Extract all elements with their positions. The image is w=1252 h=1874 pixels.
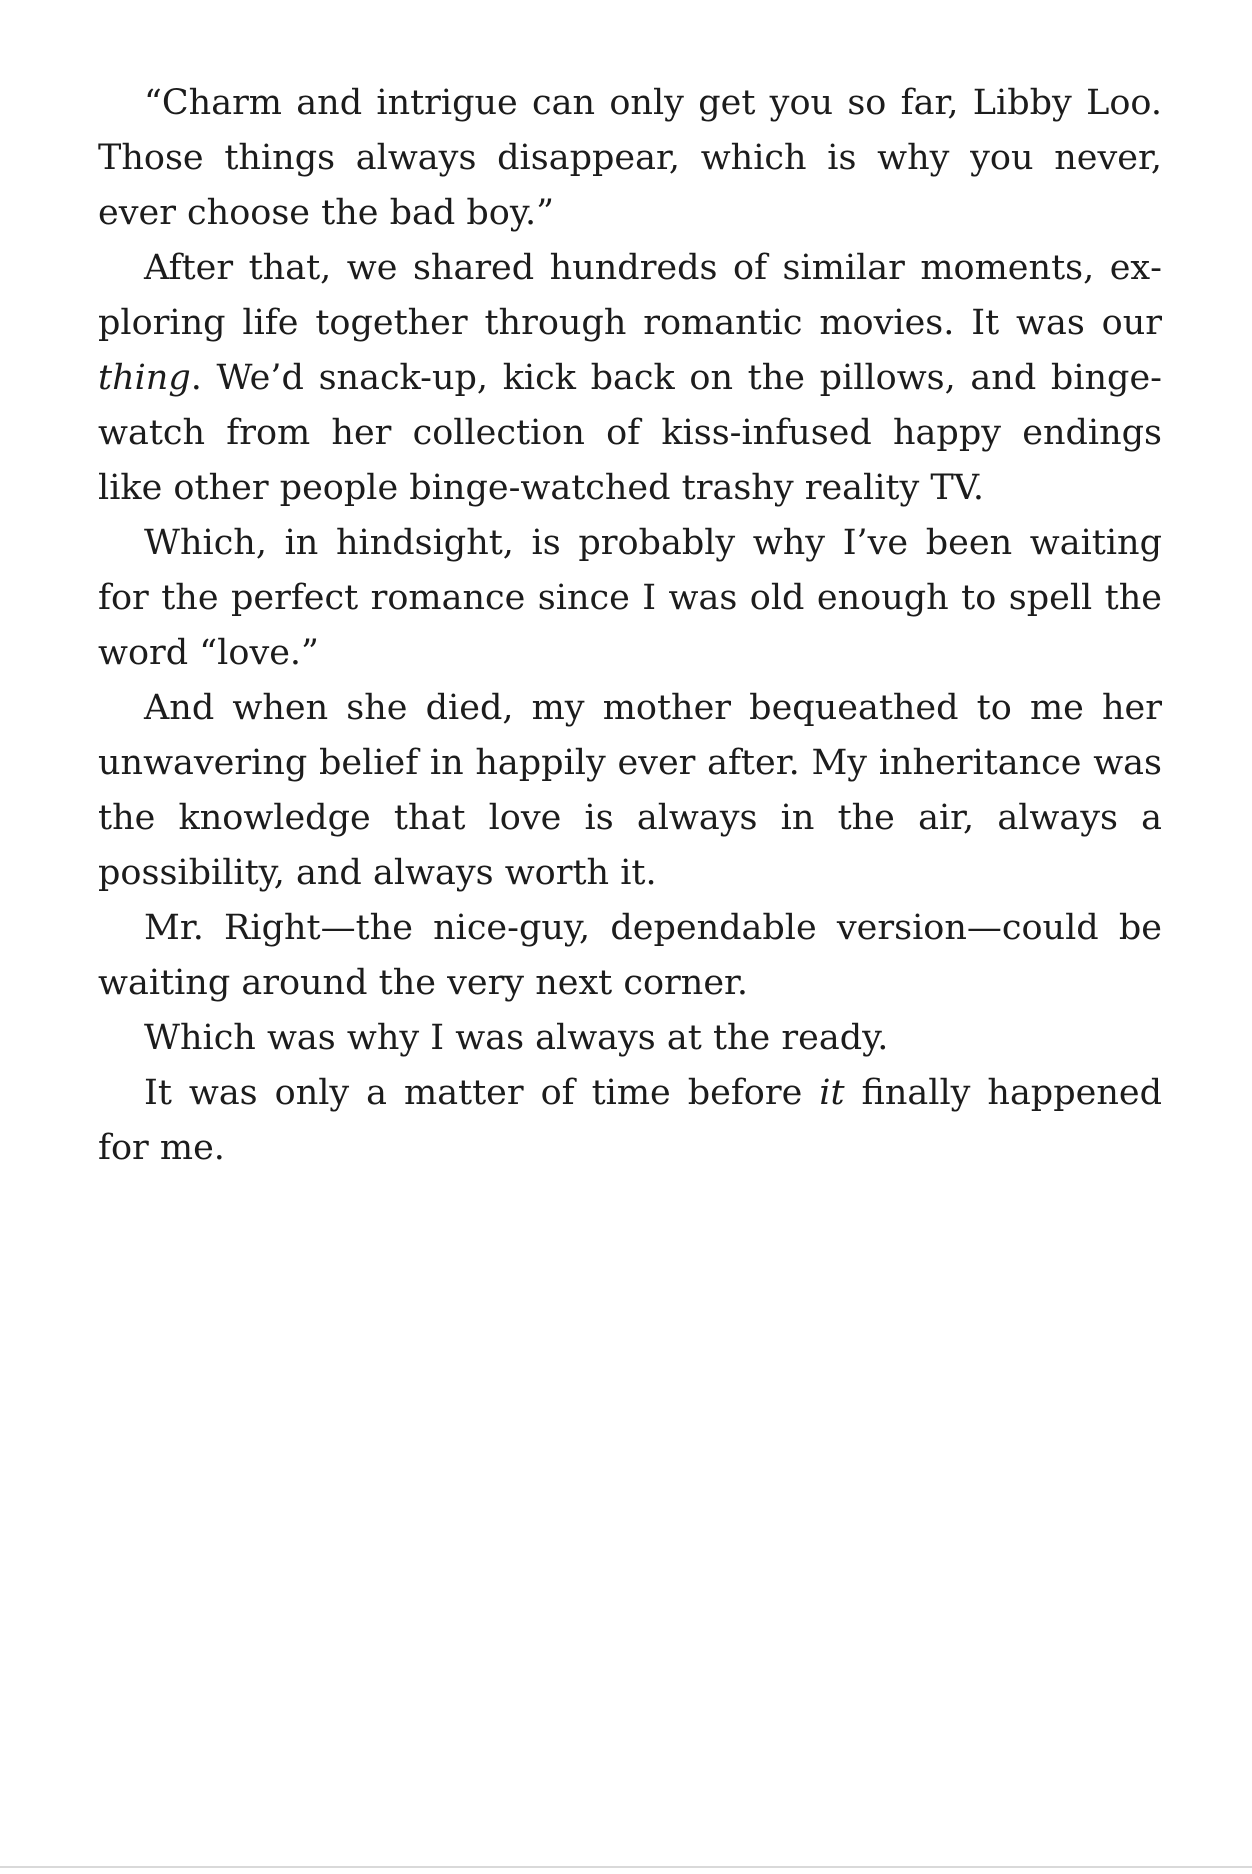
page-text [98, 76, 1162, 1176]
text-run: It was only a matter of time before [144, 1073, 820, 1113]
paragraph [98, 76, 1162, 241]
paragraph [98, 1011, 1162, 1066]
text-run: After that, we shared hundreds of similar moments, exploring life together through romantic movies. It was our [98, 248, 1162, 343]
italic-text-run: it [819, 1073, 845, 1113]
text-run: “Charm and intrigue can only get you so far, Libby Loo. Those things always disappear, which is why you never, ever choose the bad boy.” [98, 83, 1162, 233]
text-run: And when she died, my mother bequeathed to me her unwavering belief in happily ever after. My inheritance was the knowledge that love is always in the air, always a possibility, and always worth it. [98, 688, 1162, 893]
text-run: Mr. Right—the nice-guy, dependable version—could be waiting around the very next corner. [98, 908, 1162, 1003]
paragraph [98, 681, 1162, 901]
page-bottom-divider [0, 1866, 1252, 1868]
paragraph [98, 1066, 1162, 1176]
paragraph [98, 901, 1162, 1011]
italic-text-run: thing [98, 358, 191, 398]
text-run: Which was why I was always at the ready. [144, 1018, 889, 1058]
text-run: Which, in hindsight, is probably why I’ve been waiting for the perfect romance since I was old enough to spell the word “love.” [98, 523, 1162, 673]
text-run: finally happened for me. [98, 1073, 1162, 1168]
paragraph [98, 516, 1162, 681]
paragraph [98, 241, 1162, 516]
text-run: . We’d snack-up, kick back on the pillows, and binge-watch from her collection of kiss-infused happy endings like other people binge-watched trashy reality TV. [98, 358, 1162, 508]
